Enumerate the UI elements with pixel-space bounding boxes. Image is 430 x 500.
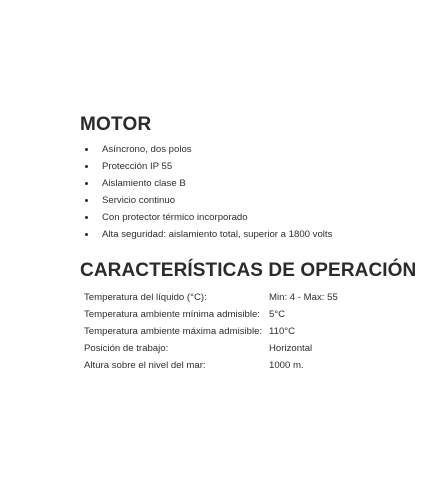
spec-value: 110°C: [269, 326, 296, 337]
motor-feature-text: Asíncrono, dos polos: [102, 144, 192, 155]
spec-label: Posición de trabajo:: [84, 343, 169, 354]
spec-value: 1000 m.: [269, 360, 304, 371]
bullet-icon: [85, 182, 88, 185]
spec-row: [84, 357, 384, 374]
motor-section-title: MOTOR: [80, 114, 152, 135]
motor-feature-text: Aislamiento clase B: [102, 178, 186, 189]
spec-value: Min: 4 - Max: 55: [269, 292, 338, 303]
bullet-icon: [85, 199, 88, 202]
bullet-icon: [85, 216, 88, 219]
spec-row: [84, 289, 384, 306]
motor-feature-text: Servicio continuo: [102, 195, 176, 206]
spec-label: Temperatura ambiente máxima admisible:: [84, 326, 263, 337]
bullet-icon: [85, 148, 88, 151]
bullet-icon: [85, 165, 88, 168]
motor-feature-text: Con protector térmico incorporado: [102, 212, 248, 223]
spec-value: 5°C: [269, 309, 286, 320]
spec-value: Horizontal: [269, 343, 313, 354]
spec-label: Temperatura del líquido (°C):: [84, 292, 207, 303]
bullet-icon: [85, 233, 88, 236]
spec-row: [84, 323, 384, 340]
motor-feature-text: Protección IP 55: [102, 161, 173, 172]
operation-spec-table: [84, 289, 384, 374]
spec-row: [84, 306, 384, 323]
spec-label: Altura sobre el nivel del mar:: [84, 360, 206, 371]
spec-row: [84, 340, 384, 357]
motor-feature-text: Alta seguridad: aislamiento total, superior a 1800 volts: [102, 229, 333, 240]
spec-label: Temperatura ambiente mínima admisible:: [84, 309, 260, 320]
operation-section-title: CARACTERÍSTICAS DE OPERACIÓN: [80, 260, 417, 281]
